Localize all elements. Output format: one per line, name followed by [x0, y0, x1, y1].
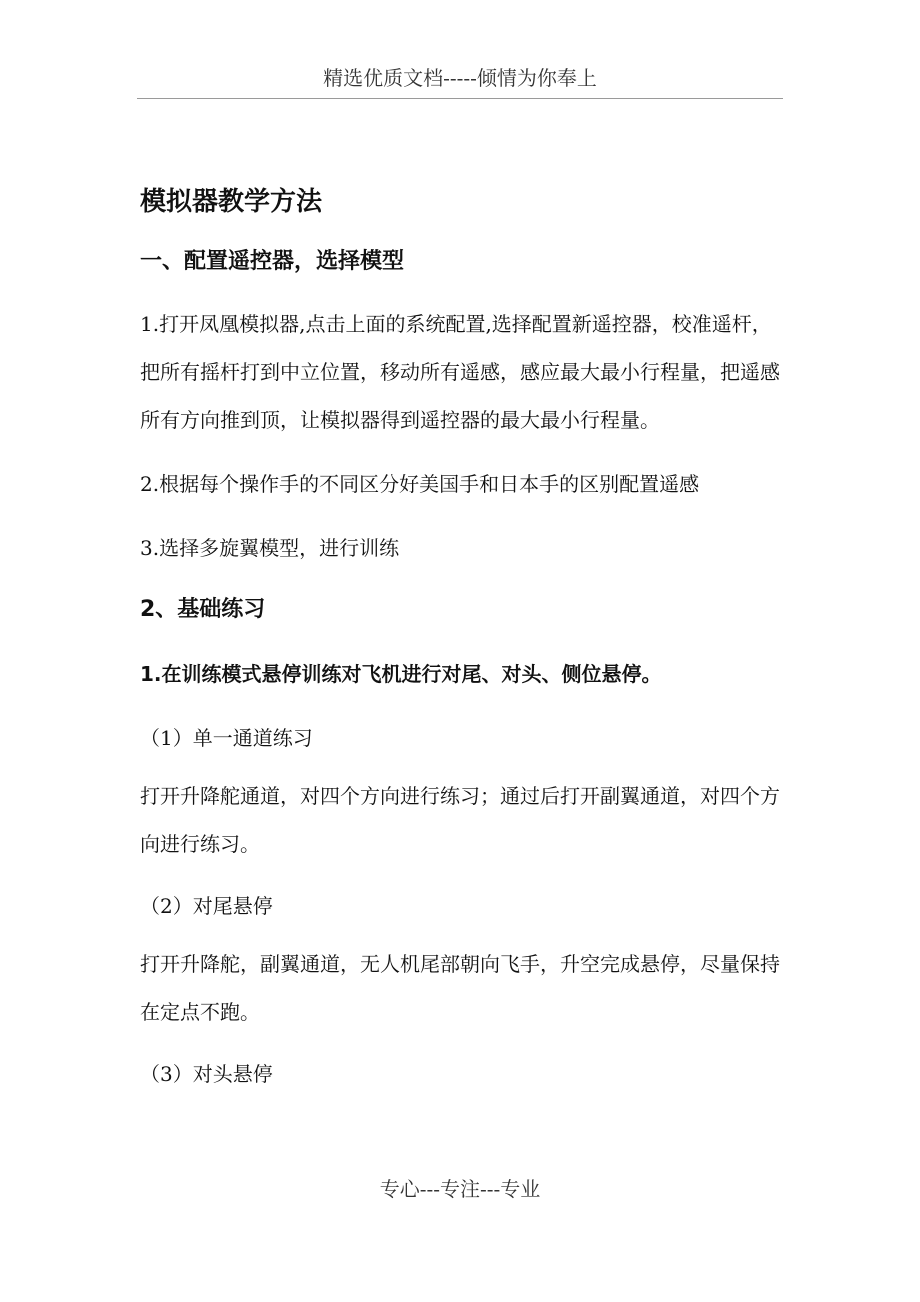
section-2-heading: 2、基础练习 — [140, 597, 266, 622]
document-body — [140, 180, 780, 1092]
section-1-paragraph-3: 3.选择多旋翼模型，进行训练 — [140, 536, 400, 560]
subsection-2-label: （2）对尾悬停 — [140, 894, 273, 918]
section-2-item-1: 1.在训练模式悬停训练对飞机进行对尾、对头、侧位悬停。 — [140, 662, 662, 686]
section-1-paragraph-2: 2.根据每个操作手的不同区分好美国手和日本手的区别配置遥感 — [140, 472, 700, 496]
document-title: 模拟器教学方法 — [140, 187, 323, 217]
subsection-3-label: （3）对头悬停 — [140, 1062, 273, 1086]
subsection-1-text: 打开升降舵通道，对四个方向进行练习；通过后打开副翼通道，对四个方向进行练习。 — [140, 784, 780, 856]
section-1-paragraph-1: 1.打开凤凰模拟器,点击上面的系统配置,选择配置新遥控器，校准遥杆，把所有摇杆打到中立位置，移动所有遥感，感应最大最小行程量，把遥感所有方向推到顶，让模拟器得到遥控器的最大最小行程量。 — [140, 312, 780, 432]
subsection-1-label: （1）单一通道练习 — [140, 726, 313, 750]
section-1-heading: 一、配置遥控器，选择模型 — [140, 249, 405, 274]
page-header: 精选优质文档-----倾情为你奉上 — [137, 64, 783, 99]
subsection-2-text: 打开升降舵，副翼通道，无人机尾部朝向飞手，升空完成悬停，尽量保持在定点不跑。 — [140, 952, 780, 1024]
page-footer: 专心---专注---专业 — [379, 1177, 541, 1201]
